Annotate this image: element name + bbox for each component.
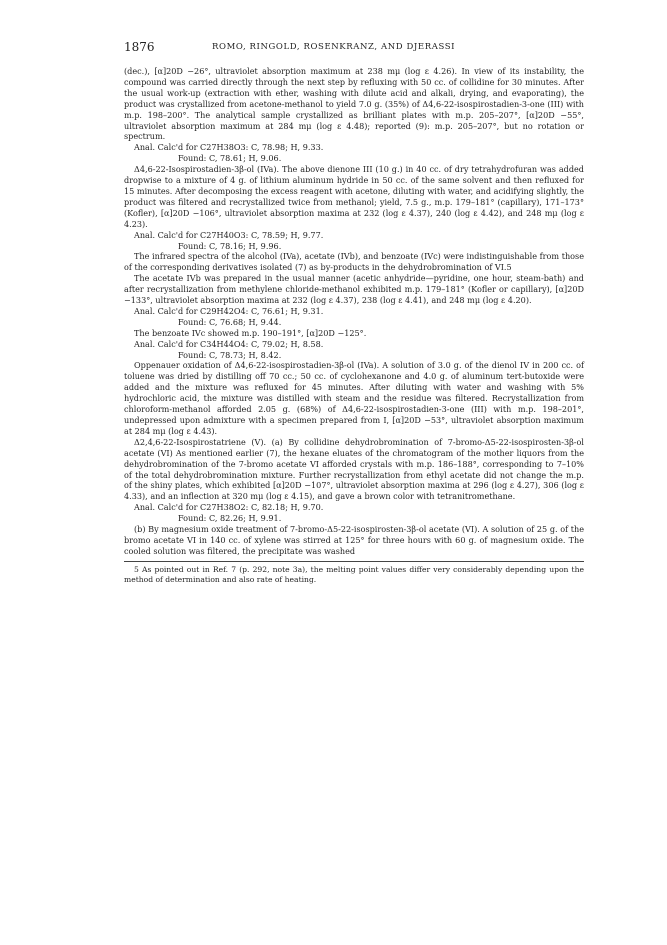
analysis-found: Found: C, 78.16; H, 9.96. <box>178 240 282 251</box>
analysis-found: Found: C, 76.68; H, 9.44. <box>178 316 282 327</box>
analysis-found: Found: C, 78.73; H, 8.42. <box>178 349 282 360</box>
footnote-divider <box>124 561 584 562</box>
journal-page <box>124 40 584 593</box>
paragraph-acetate: The acetate IVb was prepared in the usual manner (acetic anhydride—pyridine, one hour, steam-bath) and after recrystallization from methylene chloride-methanol exhibited m.p. 179–181° (Kofler or capillary), [α]20D −133°, ultraviolet absorption maxima at 232 (log ε 4.37), 238 (log ε 4.41), and 248 mμ (log ε 4.20). <box>124 273 584 306</box>
paragraph-continued: (dec.), [α]20D −26°, ultraviolet absorption maximum at 238 mμ (log ε 4.26). In view of its instability, the compound was carried directly through the next step by refluxing with 50 cc. of collidine for 30 minutes. After the usual work-up (extraction with ether, washing with dilute acid and alkali, drying, and evaporating), the product was crystallized from acetone-methanol to yield 7.0 g. (35%) of Δ4,6-22-isospirostadien-3-one (III) with m.p. 198–200°. The analytical sample crystallized as brilliant plates with m.p. 205–207°, [α]20D −55°, ultraviolet absorption maximum at 284 mμ (log ε 4.48); reported (9): m.p. 205–207°, but no rotation or spectrum. <box>124 66 584 142</box>
page-header <box>124 40 584 56</box>
paragraph-dienol-prep: Δ4,6-22-Isospirostadien-3β-ol (IVa). The above dienone III (10 g.) in 40 cc. of dry tetrahydrofuran was added dropwise to a mixture of 4 g. of lithium aluminum hydride in 50 cc. of the same solvent and then refluxed for 15 minutes. After decomposing the excess reagent with acetone, diluting with water, and acidifying slightly, the product was filtered and recrystallized twice from methanol; yield, 7.5 g., m.p. 179–181° (capillary), 171–173° (Kofler), [α]20D −106°, ultraviolet absorption maxima at 232 (log ε 4.37), 240 (log ε 4.42), and 248 mμ (log ε 4.23). <box>124 164 584 229</box>
running-title: ROMO, RINGOLD, ROSENKRANZ, AND DJERASSI <box>212 42 456 52</box>
analysis-found: Found: C, 78.61; H, 9.06. <box>178 153 282 164</box>
paragraph-magnesium-oxide: (b) By magnesium oxide treatment of 7-bromo-Δ5-22-isospirosten-3β-ol acetate (VI). A solution of 25 g. of the bromo acetate VI in 140 cc. of xylene was stirred at 125° for three hours with 60 g. of magnesium oxide. The cooled solution was filtered, the precipitate was washed <box>124 524 584 556</box>
paragraph-infrared: The infrared spectra of the alcohol (IVa), acetate (IVb), and benzoate (IVc) were indistinguishable from those of the corresponding derivatives isolated (7) as by-products in the dehydrobromination of VI.5 <box>124 251 584 273</box>
analysis-found: Found: C, 82.26; H, 9.91. <box>178 513 282 524</box>
paragraph-benzoate: The benzoate IVc showed m.p. 190–191°, [α]20D −125°. <box>134 327 367 338</box>
page-number: 1876 <box>124 40 155 54</box>
paragraph-triene: Δ2,4,6-22-Isospirostatriene (V). (a) By collidine dehydrobromination of 7-bromo-Δ5-22-isospirosten-3β-ol acetate (VI) As mentioned earlier (7), the hexane eluates of the chromatogram of the mother liquors from the dehydrobromination of the 7-bromo acetate VI afforded crystals with m.p. 186–188°, corresponding to 7–10% of the total dehydrobromination mixture. Further recrystallization from ethyl acetate did not change the m.p. of the shiny plates, which exhibited [α]20D −107°, ultraviolet absorption maxima at 296 (log ε 4.27), 306 (log ε 4.33), and an inflection at 320 mμ (log ε 4.15), and gave a brown color with tetranitromethane. <box>124 436 584 502</box>
paragraph-oppenauer: Oppenauer oxidation of Δ4,6-22-isospirostadien-3β-ol (IVa). A solution of 3.0 g. of the dienol IV in 200 cc. of toluene was dried by distilling off 70 cc.; 50 cc. of cyclohexanone and 4.0 g. of aluminum tert-butoxide were added and the mixture was refluxed for 45 minutes. After diluting with water and washing with 5% hydrochloric acid, the mixture was distilled with steam and the residue was filtered. Recrystallization from chloroform-methanol afforded 2.05 g. (68%) of Δ4,6-22-isospirostadien-3-one (III) with m.p. 198–201°, undepressed upon admixture with a specimen prepared from I, [α]20D −53°, ultraviolet absorption maximum at 284 mμ (log ε 4.43). <box>124 360 584 436</box>
analysis-calculated: Anal. Calc'd for C27H38O3: C, 78.98; H, 9.33. <box>134 142 324 153</box>
footnote: 5 As pointed out in Ref. 7 (p. 292, note 3a), the melting point values differ very considerably depending upon the method of determination and also rate of heating. <box>124 564 584 585</box>
analysis-calculated: Anal. Calc'd for C34H44O4: C, 79.02; H, 8.58. <box>134 338 324 349</box>
analysis-calculated: Anal. Calc'd for C27H38O2: C, 82.18; H, 9.70. <box>134 502 324 513</box>
article-body <box>124 66 584 557</box>
analysis-calculated: Anal. Calc'd for C29H42O4: C, 76.61; H, 9.31. <box>134 305 324 316</box>
analysis-calculated: Anal. Calc'd for C27H40O3: C, 78.59; H, 9.77. <box>134 229 324 240</box>
